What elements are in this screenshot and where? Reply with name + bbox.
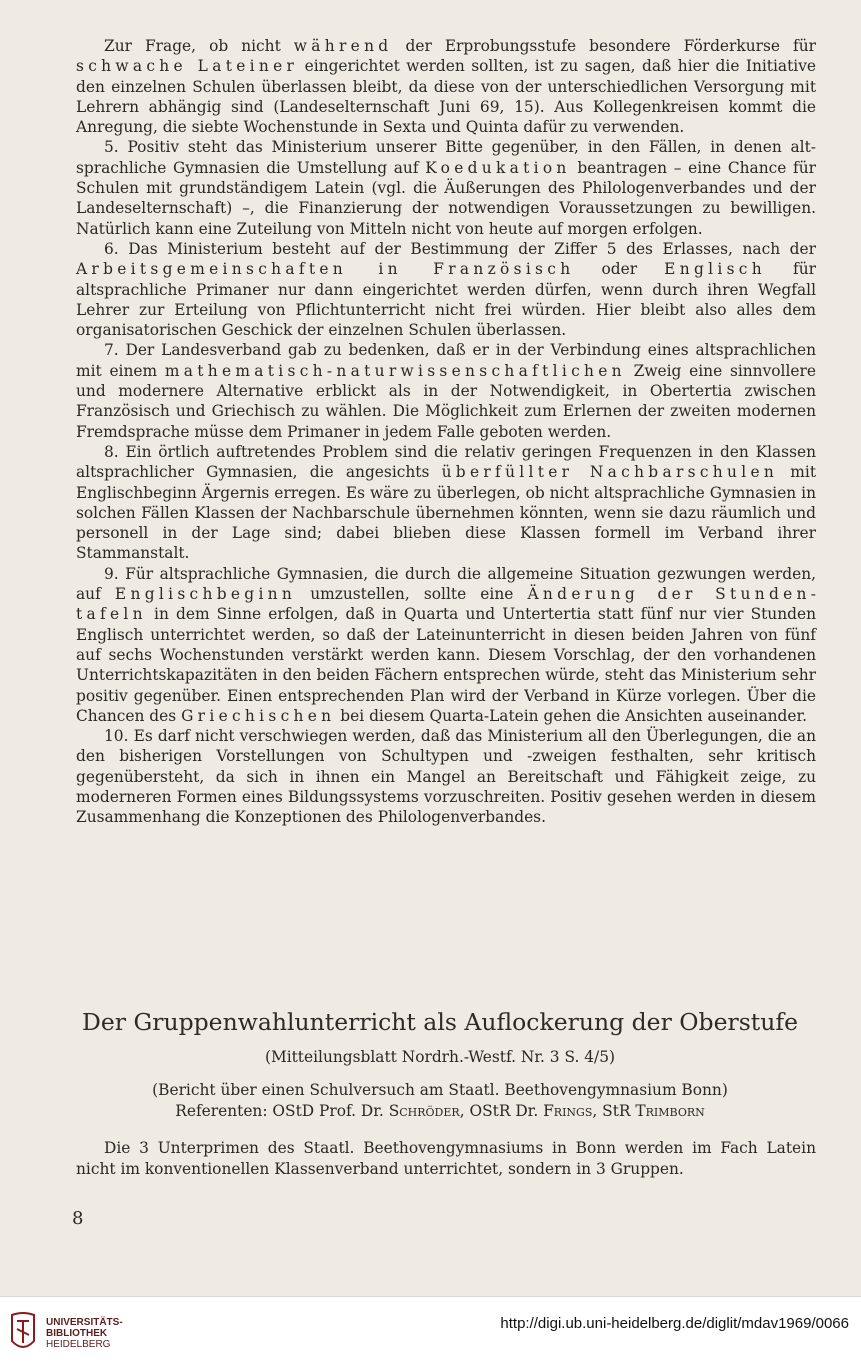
text-run: für altsprachliche Primaner nur dann eingerichtet werden dürfen, wenn durch ihren Wegfall Lehrer zur Erteilung von Pflichtunterricht nicht frei würden. Hier bleibt also alles dem organisatorischen Geschick der einzelnen Schulen überlassen. — [76, 260, 816, 340]
referees-line — [60, 1101, 820, 1122]
emphasized-text: mathematisch-naturwissenschaftlichen — [164, 361, 626, 380]
paragraph — [76, 36, 816, 137]
text-run: Referenten: OStD Prof. Dr. — [175, 1102, 389, 1120]
text-run: 6. Das Ministerium besteht auf der Bestimmung der Ziffer 5 des Erlasses, nach der — [104, 239, 816, 258]
paragraph — [76, 137, 816, 238]
report-info — [60, 1080, 820, 1122]
referee-name: Frings — [543, 1102, 593, 1120]
library-logo-icon — [8, 1311, 38, 1355]
referee-name: Trimborn — [635, 1102, 705, 1120]
paragraph — [76, 239, 816, 340]
text-run: 9. Für altsprachliche Gymnasien, die durch die allgemeine Situation gezwungen werden, auf — [76, 564, 816, 604]
text-run: eingerichtet werden sollten, ist zu sagen, daß hier die Initiative den einzelnen Schulen überlassen bleibt, da diese von der unterschiedlichen Versorgung mit Lehrern abhängig sind (Landeselternschaft Juni 69, 15). Aus Kollegenkreisen kommt die Anregung, die siebte Wochenstunde in Sexta und Quinta dafür zu verwenden. — [76, 57, 816, 137]
body-text — [76, 36, 816, 828]
section-heading: Der Gruppenwahlunterricht als Auflockerung der Oberstufe — [82, 1008, 798, 1036]
emphasized-text: Englisch — [664, 260, 766, 279]
text-run: bei diesem Quarta-Latein gehen die Ansichten auseinander. — [335, 706, 808, 725]
paragraph — [76, 726, 816, 827]
report-line: (Bericht über einen Schulversuch am Staatl. Beethovengymnasium Bonn) — [152, 1081, 728, 1099]
permalink-url[interactable]: http://digi.ub.uni-heidelberg.de/diglit/mdav1969/0066 — [500, 1315, 849, 1332]
text-run: 7. Der Landesverband gab zu bedenken, daß er in der Verbindung eines altsprachlichen mit einem — [76, 341, 816, 380]
viewer-footer — [0, 1296, 861, 1369]
text-run: , StR — [592, 1102, 636, 1120]
library-line-2: BIBLIOTHEK — [46, 1328, 108, 1339]
intro-text: Die 3 Unterprimen des Staatl. Beethovengymnasiums in Bonn werden im Fach Latein nicht im konventionellen Klassenverband unterrichtet, sondern in 3 Gruppen. — [76, 1139, 816, 1178]
emphasized-text: Änderung der Stundentafeln — [76, 585, 816, 624]
text-run: der Erprobungsstufe besondere Förderkurse für — [392, 37, 816, 55]
text-run: , OStR Dr. — [459, 1102, 544, 1120]
emphasized-text: schwache Lateiner — [76, 57, 299, 76]
source-citation: (Mitteilungsblatt Nordrh.-Westf. Nr. 3 S. 4/5) — [264, 1048, 616, 1066]
text-run: in dem Sinne erfolgen, daß in Quarta und Untertertia statt fünf nur vier Stunden Englisch unterrichtet werden, so daß der Lateinunterricht in diesen beiden Jahren von fünf auf sechs Wochenstunden verstärkt werden kann. Diesem Vorschlag, der den vorhandenen Unterrichtskapazitäten in den beiden Fächern entsprechen würde, steht das Ministerium sehr positiv gegenüber. Einen entsprechenden Plan wird der Verband in Kürze vorlegen. Über die Chancen des — [76, 605, 816, 725]
text-run: Zur Frage, ob nicht — [104, 37, 294, 55]
text-run: 8. Ein örtlich auftretendes Problem sind die relativ geringen Frequenzen in den Klassen altsprachlicher Gymnasien, die angesichts — [76, 442, 816, 482]
page-number: 8 — [72, 1208, 84, 1229]
text-run: umzustellen, sollte eine — [296, 585, 528, 604]
emphasized-text: Griechischen — [181, 706, 336, 725]
paragraph — [76, 340, 816, 441]
text-run: oder — [574, 260, 665, 279]
library-line-3: HEIDELBERG — [46, 1339, 111, 1350]
paragraph — [76, 564, 816, 726]
library-name — [46, 1317, 123, 1350]
text-run: beantragen – eine Chance für Schulen mit grundständigem Latein (vgl. die Äußerungen des Philologenverbandes und der Landeselternschaft) –, die Finanzierung der notwendigen Voraussetzungen zu bewilligen. Natürlich kann eine Zuteilung von Mitteln nicht von heute auf morgen erfolgen. — [76, 158, 816, 238]
emphasized-text: überfüllter Nachbarschulen — [441, 463, 779, 482]
library-line-1: UNIVERSITÄTS- — [46, 1317, 123, 1328]
emphasized-text: Koedukation — [425, 158, 571, 177]
text-run: Zweig eine sinnvollere und modernere Alternative erblickt als in der Notwendigkeit, in Obertertia zwischen Französisch und Griechisch zu wählen. Die Möglichkeit zum Erlernen der zweiten modernen Fremdsprache müsse dem Primaner in jedem Falle geboten werden. — [76, 361, 816, 441]
text-run: 10. Es darf nicht verschwiegen werden, daß das Ministerium all den Überlegungen, die an den bisherigen Vorstellungen von Schultypen und -zweigen festhalten, sehr kritisch gegenübersteht, da sich in ihnen ein Mangel an Bereitschaft und Fähigkeit zeige, zu moderneren Formen eines Bildungssystems vorzuschreiten. Positiv gesehen werden in diesem Zusammenhang die Konzeptionen des Philologenverbandes. — [76, 727, 816, 827]
paragraph — [76, 442, 816, 564]
emphasized-text: während — [293, 37, 393, 55]
intro-paragraph — [76, 1138, 816, 1180]
emphasized-text: Englischbeginn — [114, 585, 297, 604]
referee-name: Schröder — [388, 1102, 460, 1120]
emphasized-text: Arbeitsgemeinschaften in Französisch — [76, 260, 575, 279]
text-run: 5. Positiv steht das Ministerium unserer Bitte gegenüber, in den Fällen, in denen altsprachliche Gymnasien die Umstellung auf — [76, 138, 816, 177]
text-run: mit Englischbeginn Ärgernis erregen. Es wäre zu überlegen, ob nicht altsprachliche Gymnasien in solchen Fällen Klassen der Nachbarschule übernehmen könnten, wenn sie dazu räumlich und personell in der Lage sind; dabei blieben diese Klassen formell im Verband ihrer Stammanstalt. — [76, 463, 817, 563]
